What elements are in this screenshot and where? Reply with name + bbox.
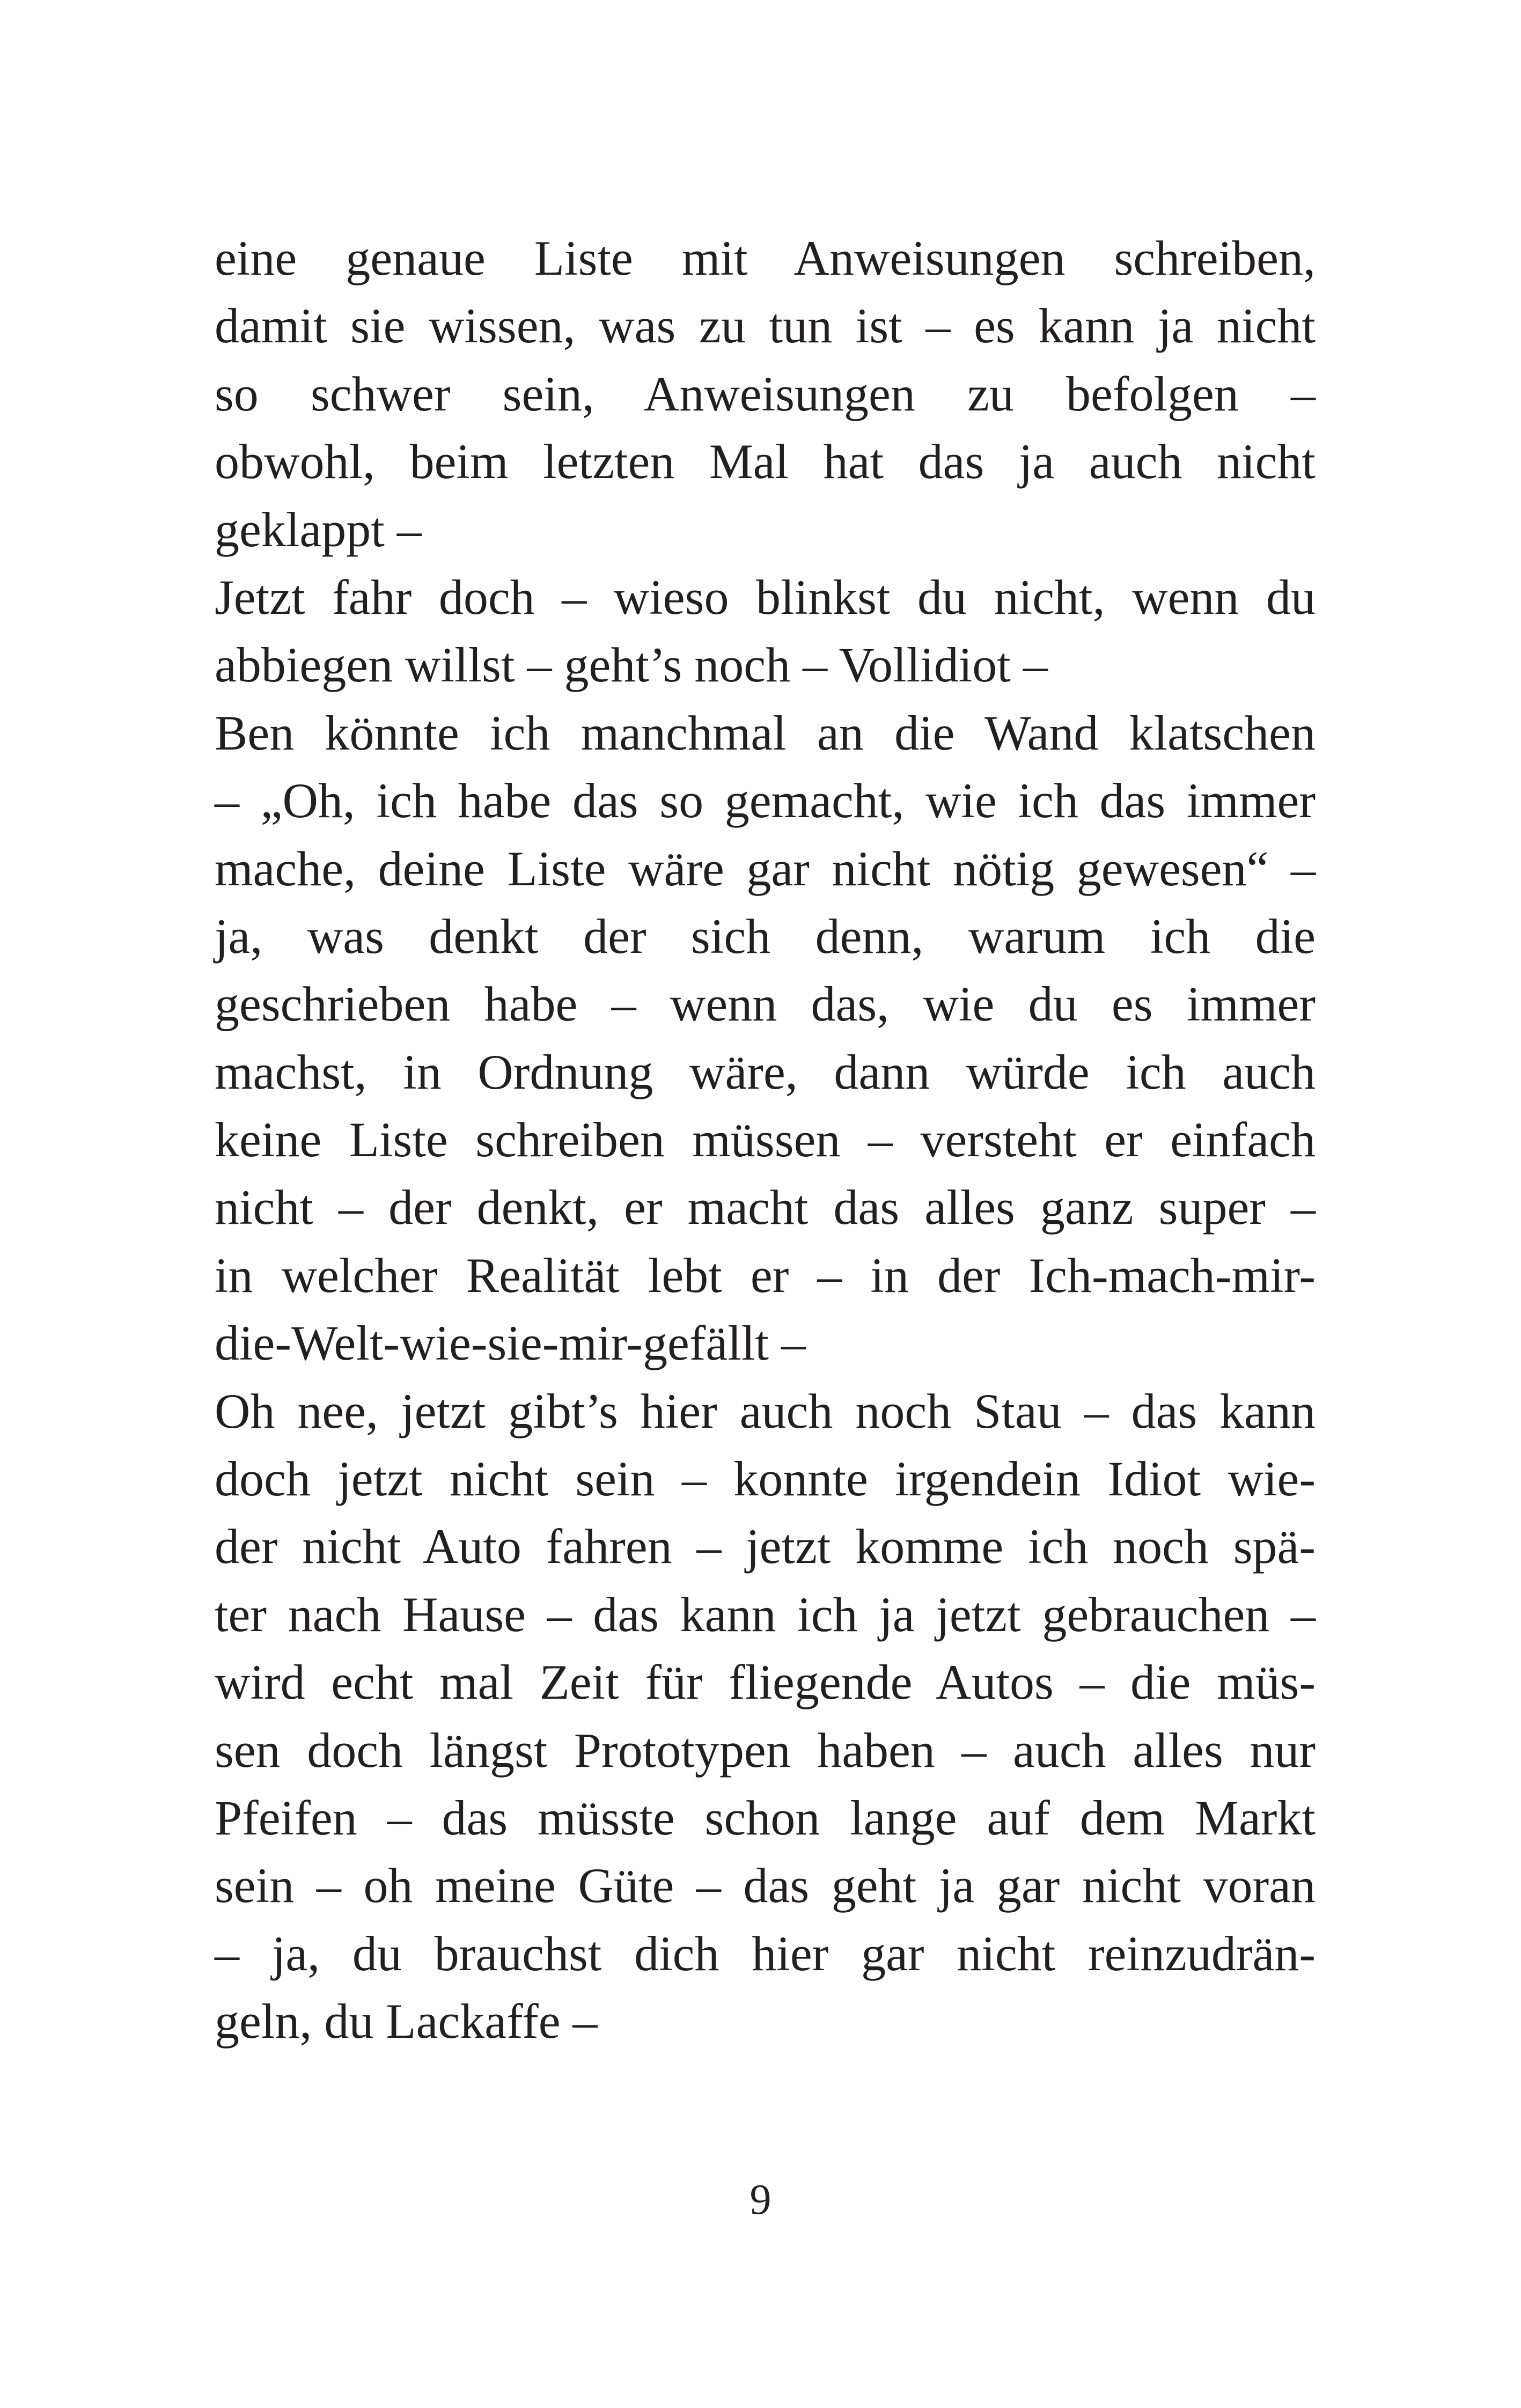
text-line: abbiegen willst – geht’s noch – Vollidiot – — [215, 637, 1048, 693]
text-line: machst, in Ordnung wäre, dann würde ich auch — [215, 1044, 1316, 1099]
text-line: Oh nee, jetzt gibt’s hier auch noch Stau – das kann — [215, 1383, 1316, 1438]
body-text — [215, 224, 1316, 2055]
text-line: der nicht Auto fahren – jetzt komme ich noch spä- — [215, 1519, 1316, 1574]
text-line: so schwer sein, Anweisungen zu befolgen – — [215, 366, 1316, 421]
text-line: die-Welt-wie-sie-mir-gefällt – — [215, 1316, 806, 1371]
text-line: nicht – der denkt, er macht das alles ganz super – — [215, 1180, 1316, 1235]
page-number: 9 — [750, 2176, 771, 2223]
text-line: obwohl, beim letzten Mal hat das ja auch nicht — [215, 434, 1316, 489]
text-line: ja, was denkt der sich denn, warum ich die — [215, 908, 1316, 964]
text-line: doch jetzt nicht sein – konnte irgendein Idiot wie- — [215, 1451, 1316, 1507]
text-line: mache, deine Liste wäre gar nicht nötig gewesen“ – — [215, 841, 1316, 896]
text-line: geklappt – — [215, 502, 422, 557]
text-line: Pfeifen – das müsste schon lange auf dem Markt — [215, 1790, 1316, 1845]
text-line: in welcher Realität lebt er – in der Ich-mach-mir- — [215, 1247, 1316, 1303]
text-line: – „Oh, ich habe das so gemacht, wie ich das immer — [215, 773, 1316, 828]
text-line: damit sie wissen, was zu tun ist – es kann ja nicht — [215, 298, 1316, 354]
text-line: sen doch längst Prototypen haben – auch alles nur — [215, 1722, 1316, 1778]
text-line: Ben könnte ich manchmal an die Wand klatschen — [215, 705, 1316, 760]
text-line: – ja, du brauchst dich hier gar nicht reinzudrän- — [215, 1926, 1316, 1981]
text-line: geln, du Lackaffe – — [215, 1994, 598, 2049]
text-line: wird echt mal Zeit für fliegende Autos – die müs- — [215, 1655, 1316, 1710]
text-line: ter nach Hause – das kann ich ja jetzt gebrauchen – — [215, 1587, 1316, 1642]
text-line: keine Liste schreiben müssen – versteht er einfach — [215, 1112, 1316, 1168]
text-line: sein – oh meine Güte – das geht ja gar nicht voran — [215, 1858, 1316, 1913]
text-line: Jetzt fahr doch – wieso blinkst du nicht, wenn du — [215, 569, 1316, 625]
text-line: geschrieben habe – wenn das, wie du es immer — [215, 977, 1316, 1032]
text-line: eine genaue Liste mit Anweisungen schreiben, — [215, 231, 1316, 285]
